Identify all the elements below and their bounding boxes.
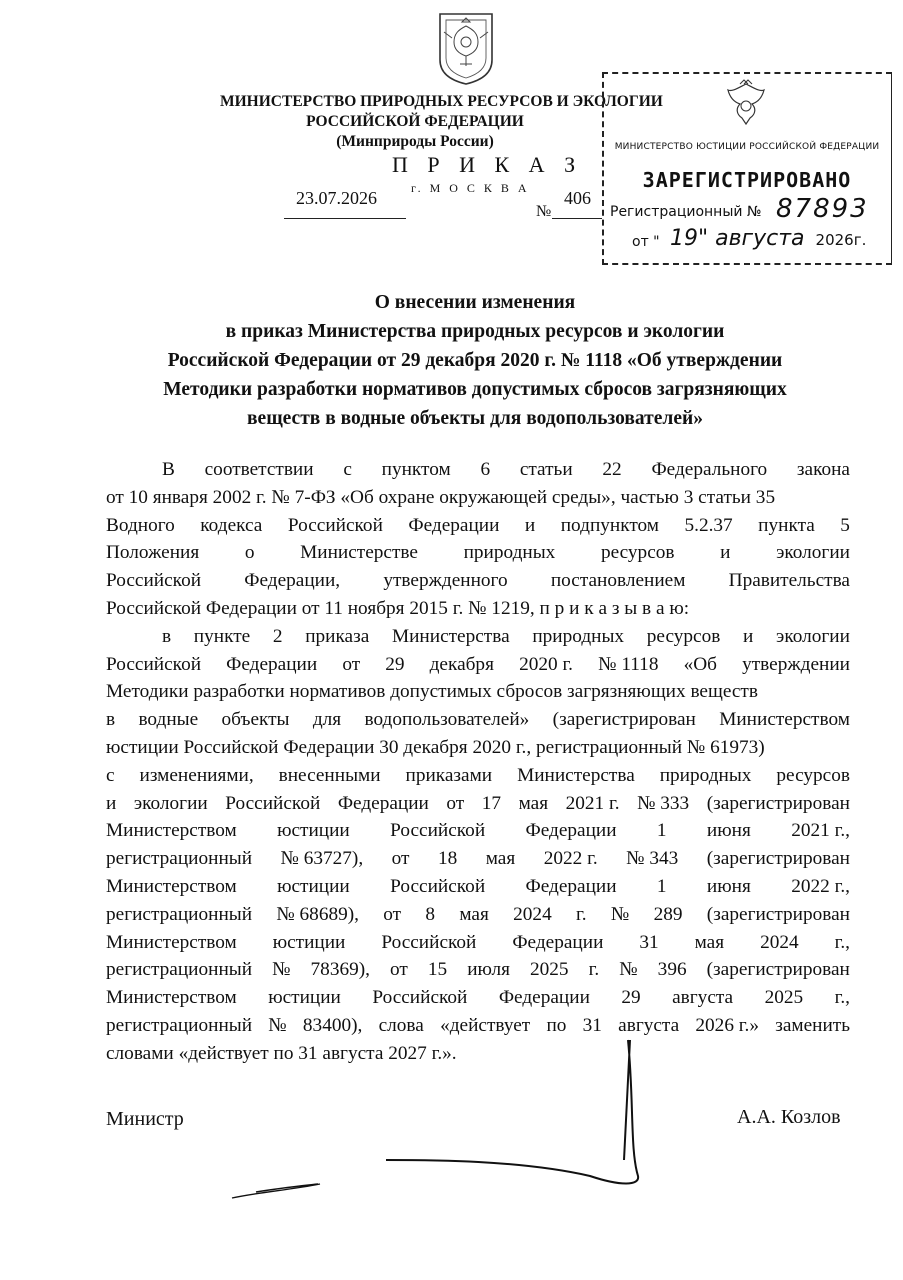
signatory-position: Министр — [106, 1108, 184, 1130]
body-word: Положения — [106, 542, 200, 564]
body-word: 6 — [480, 459, 491, 480]
document-title — [110, 288, 840, 433]
body-line — [106, 651, 850, 679]
ministry-name-line2: РОССИЙСКОЙ ФЕДЕРАЦИИ — [306, 113, 524, 130]
body-word: приказами — [405, 764, 493, 786]
title-line: О внесении изменения — [374, 292, 576, 313]
order-date: 23.07.2026 — [296, 188, 377, 208]
body-word: объекты — [221, 709, 290, 731]
body-word: и — [743, 625, 754, 647]
body-word: г., — [834, 931, 850, 953]
body-word: 2 — [272, 625, 283, 647]
body-word: июня — [706, 875, 751, 897]
body-word: регистрационный — [106, 959, 253, 981]
body-word: Российской — [106, 653, 202, 675]
body-word: для — [312, 709, 342, 731]
body-word: ресурсов — [776, 764, 850, 786]
body-word: с — [106, 764, 115, 786]
body-word: 2024 — [513, 903, 552, 925]
ministry-name-line1: МИНИСТЕРСТВО ПРИРОДНЫХ РЕСУРСОВ И ЭКОЛОГИИ — [220, 93, 663, 110]
body-word: г. — [588, 959, 600, 981]
body-word: по — [546, 1014, 567, 1036]
body-word: 396 — [657, 959, 687, 981]
body-line — [106, 706, 850, 734]
body-word: Министерством — [719, 709, 850, 731]
body-word: словами «действует по 31 августа 2027 г.». — [106, 1042, 457, 1064]
body-word: экологии — [776, 542, 850, 564]
body-word: Федерации — [408, 514, 500, 536]
body-line — [106, 1040, 850, 1068]
body-word: от — [446, 792, 465, 814]
body-word: пункте — [193, 625, 251, 647]
body-word: (зарегистрирован — [706, 959, 850, 981]
body-word: 83400), — [302, 1014, 363, 1036]
body-word: заменить — [775, 1014, 850, 1036]
body-word: экологии — [133, 792, 208, 814]
body-word: Федерации — [525, 875, 617, 897]
body-word: от 10 января 2002 г. № 7-ФЗ «Об охране окружающей среды», частью 3 статьи 35 — [106, 486, 776, 508]
body-word: 78369), — [310, 959, 370, 981]
body-word: № 63727), — [280, 848, 364, 870]
body-word: Министерством — [106, 987, 237, 1009]
body-line — [106, 484, 850, 512]
body-word: мая — [485, 848, 516, 870]
body-word: природных — [463, 542, 556, 564]
body-word: 5.2.37 — [684, 514, 733, 536]
body-word: Федерации — [498, 987, 590, 1009]
body-word: июня — [706, 820, 751, 842]
body-line — [106, 817, 850, 845]
order-number: 406 — [564, 188, 591, 208]
ministry-header — [220, 92, 663, 152]
body-word: Федерального — [651, 459, 768, 480]
body-word: 2024 — [760, 931, 799, 953]
body-word: соответствии — [204, 459, 314, 480]
city-label: г. М О С К В А — [411, 181, 530, 195]
body-word: Министерства — [391, 625, 510, 647]
body-word: Федерации — [226, 653, 318, 675]
body-line — [106, 678, 850, 706]
stamp-ministry-line: МИНИСТЕРСТВО ЮСТИЦИИ РОССИЙСКОЙ ФЕДЕРАЦИИ — [614, 142, 880, 152]
body-word: природных — [532, 625, 625, 647]
body-line — [106, 539, 850, 567]
title-line: веществ в водные объекты для водопользователей» — [247, 408, 703, 429]
body-word: 2020 г. — [519, 653, 573, 675]
body-word: № — [619, 959, 638, 981]
body-word: 2026 г.» — [695, 1014, 759, 1036]
title-line: Методики разработки нормативов допустимых сбросов загрязняющих — [163, 379, 787, 400]
coat-of-arms-icon — [432, 8, 500, 86]
body-word: Министерством — [106, 820, 237, 842]
body-word: подпунктом — [560, 514, 659, 536]
stamp-reg-number-label: Регистрационный № — [610, 204, 762, 220]
signatory-name: А.А. Козлов — [737, 1106, 841, 1128]
body-word: Российской — [381, 931, 477, 953]
body-word: кодекса — [200, 514, 263, 536]
body-word: Правительства — [728, 570, 850, 592]
body-word: 18 — [437, 848, 458, 870]
body-word: в — [162, 625, 172, 647]
body-word: Федерации — [525, 820, 617, 842]
body-word: мая — [459, 903, 489, 925]
eagle-emblem-icon — [720, 78, 772, 128]
body-word: г. — [576, 903, 587, 925]
body-word: юстиции — [277, 820, 350, 842]
body-word: 2022 г. — [543, 848, 598, 870]
body-word: 2021 г. — [565, 792, 620, 814]
body-word: 2025 — [764, 987, 804, 1009]
body-word: 2021 г., — [791, 820, 850, 842]
body-word: Российской — [106, 570, 202, 592]
body-word: декабря — [429, 653, 494, 675]
body-word: Российской — [390, 875, 486, 897]
number-underline — [552, 218, 602, 219]
document-body — [106, 456, 850, 1068]
body-word: юстиции — [272, 931, 346, 953]
body-word: «действует — [440, 1014, 531, 1036]
body-line — [106, 790, 850, 818]
body-line — [106, 929, 850, 957]
body-word: Российской — [372, 987, 468, 1009]
body-word: и — [106, 792, 117, 814]
body-word: (зарегистрирован — [706, 848, 850, 870]
body-word: 22 — [602, 459, 622, 480]
body-line — [106, 762, 850, 790]
body-line — [106, 1012, 850, 1040]
title-line: в приказ Министерства природных ресурсов и экологии — [225, 321, 725, 342]
body-word: и — [720, 542, 731, 564]
title-line: Российской Федерации от 29 декабря 2020 г. № 1118 «Об утверждении — [167, 350, 783, 371]
body-word: ресурсов — [646, 625, 721, 647]
body-word: Федерации — [337, 792, 429, 814]
body-word: Российской — [225, 792, 321, 814]
number-sign: № — [536, 203, 552, 220]
body-word: регистрационный — [106, 903, 253, 925]
body-line — [106, 456, 850, 484]
stamp-registered-label: ЗАРЕГИСТРИРОВАНО — [642, 168, 852, 192]
body-word: Министерстве — [300, 542, 418, 564]
body-word: Министерства — [517, 764, 635, 786]
body-word: статьи — [519, 459, 573, 480]
body-word: 1 — [656, 875, 667, 897]
stamp-reg-year: 2026г. — [815, 231, 867, 249]
body-word: Российской — [287, 514, 383, 536]
body-word: № 68689), — [276, 903, 359, 925]
body-word: мая — [694, 931, 725, 953]
body-word: июля — [467, 959, 510, 981]
body-word: Российской — [390, 820, 486, 842]
body-line — [106, 901, 850, 929]
body-word: 29 — [621, 987, 641, 1009]
body-word: в — [106, 709, 116, 731]
body-word: № — [272, 959, 291, 981]
body-line — [106, 845, 850, 873]
document-type: П Р И К А З — [392, 152, 583, 177]
body-word: юстиции Российской Федерации 30 декабря 2020 г., регистрационный № 61973) — [106, 736, 765, 758]
body-word: Федерации — [512, 931, 604, 953]
body-word: Федерации, — [244, 570, 341, 592]
body-line — [106, 567, 850, 595]
body-word: № 333 — [637, 792, 690, 814]
body-word: № 1118 — [598, 653, 659, 675]
body-word: 17 — [481, 792, 502, 814]
body-word: 15 — [427, 959, 448, 981]
date-underline — [284, 218, 406, 219]
body-word: от — [342, 653, 361, 675]
body-word: юстиции — [268, 987, 341, 1009]
body-word: 29 — [385, 653, 405, 675]
body-word: приказа — [305, 625, 370, 647]
body-word: (зарегистрирован — [706, 792, 850, 814]
body-line — [106, 956, 850, 984]
body-line — [106, 873, 850, 901]
body-word: регистрационный — [106, 848, 253, 870]
body-word: Министерством — [106, 875, 237, 897]
body-word: № — [610, 903, 630, 925]
registration-stamp — [602, 72, 892, 264]
body-word: 31 — [639, 931, 659, 953]
body-word: № 343 — [626, 848, 679, 870]
ministry-short-name: (Минприроды России) — [336, 133, 494, 150]
body-word: 1 — [656, 820, 667, 842]
body-word: 8 — [425, 903, 436, 925]
body-word: водные — [138, 709, 199, 731]
body-word: от — [383, 903, 402, 925]
stamp-reg-date-handwritten: 19" августа — [670, 226, 805, 251]
body-word: водопользователей» — [364, 709, 530, 731]
body-word: от — [390, 959, 408, 981]
stamp-from-label: от " — [632, 234, 660, 250]
body-line — [106, 512, 850, 540]
body-line — [106, 984, 850, 1012]
body-word: Министерством — [106, 931, 237, 953]
body-word: юстиции — [277, 875, 350, 897]
body-word: августа — [672, 987, 734, 1009]
body-word: г., — [834, 987, 850, 1009]
body-word: 5 — [840, 514, 850, 536]
body-word: ресурсов — [600, 542, 675, 564]
body-word: 2025 — [530, 959, 569, 981]
body-line — [106, 623, 850, 651]
body-word: 31 — [582, 1014, 602, 1036]
body-word: о — [244, 542, 255, 564]
body-word: с — [343, 459, 352, 480]
body-word: утверждении — [742, 653, 850, 675]
body-word: закона — [796, 459, 850, 480]
body-word: мая — [518, 792, 549, 814]
body-word: «Об — [683, 653, 717, 675]
body-word: № — [268, 1014, 287, 1036]
body-word: 2022 г., — [791, 875, 850, 897]
body-word: экологии — [776, 625, 850, 647]
body-word: и — [524, 514, 536, 536]
body-word: пункта — [758, 514, 815, 536]
stamp-reg-number: 87893 — [776, 194, 869, 224]
body-word: В — [162, 459, 175, 480]
body-word: утвержденного — [383, 570, 508, 592]
body-word: августа — [618, 1014, 680, 1036]
body-line — [106, 734, 850, 762]
body-word: слова — [378, 1014, 424, 1036]
body-word: (зарегистрирован — [706, 903, 850, 925]
body-word: Методики разработки нормативов допустимых сбросов загрязняющих веществ — [106, 681, 758, 703]
body-word: внесенными — [278, 764, 381, 786]
stamp-reg-date — [670, 226, 866, 251]
body-word: пунктом — [381, 459, 451, 480]
body-word: Российской Федерации от 11 ноября 2015 г. № 1219, п р и к а з ы в а ю: — [106, 597, 690, 619]
body-word: Водного — [106, 514, 175, 536]
body-word: (зарегистрирован — [552, 709, 696, 731]
body-word: 289 — [653, 903, 683, 925]
body-line — [106, 595, 850, 623]
body-word: постановлением — [550, 570, 686, 592]
body-word: регистрационный — [106, 1014, 253, 1036]
body-word: изменениями, — [139, 764, 254, 786]
body-word: от — [391, 848, 410, 870]
body-word: природных — [659, 764, 752, 786]
